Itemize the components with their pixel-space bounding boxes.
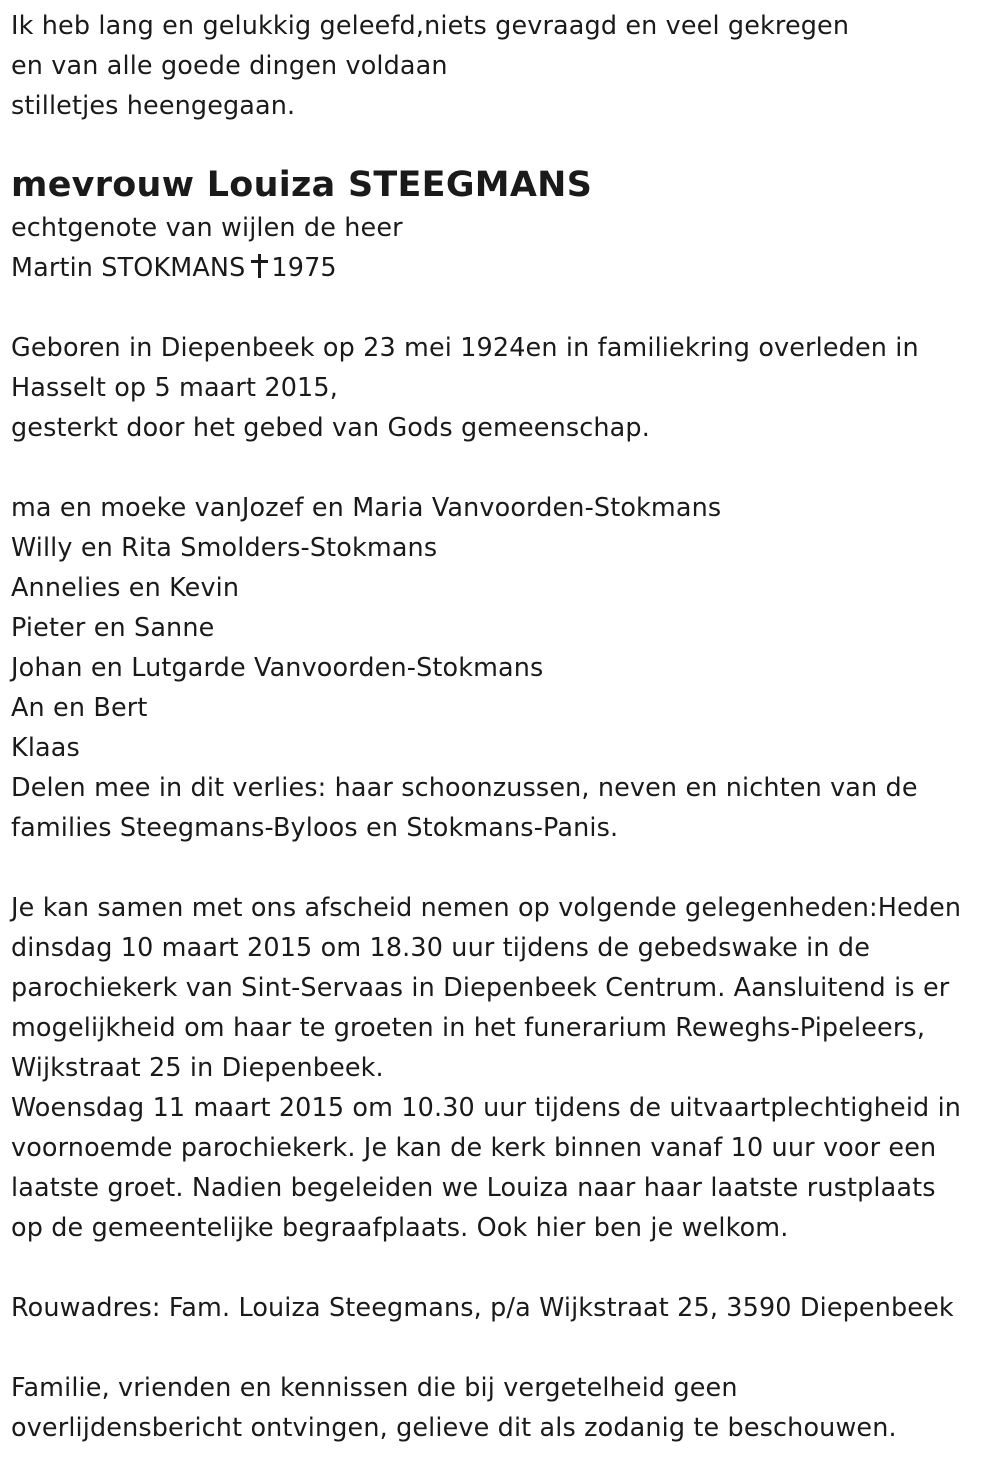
farewell-line: mogelijkheid om haar te groeten in het funerarium Reweghs-Pipeleers, bbox=[11, 1013, 926, 1043]
farewell-line: Wijkstraat 25 in Diepenbeek. bbox=[11, 1053, 384, 1083]
closing-line: Familie, vrienden en kennissen die bij vergetelheid geen bbox=[11, 1373, 738, 1403]
birth-death-block bbox=[11, 328, 991, 448]
farewell-block bbox=[11, 888, 991, 1248]
address-block bbox=[11, 1288, 991, 1328]
farewell-line: op de gemeentelijke begraafplaats. Ook hier ben je welkom. bbox=[11, 1213, 789, 1243]
spouse-death-year: 1975 bbox=[271, 253, 337, 283]
poem-block bbox=[11, 6, 991, 126]
spouse-name: Martin STOKMANS bbox=[11, 253, 246, 283]
latin-cross-icon bbox=[251, 254, 267, 278]
farewell-line: parochiekerk van Sint-Servaas in Diepenbeek Centrum. Aansluitend is er bbox=[11, 973, 950, 1003]
poem-line: en van alle goede dingen voldaan bbox=[11, 51, 448, 81]
birth-death-line: Geboren in Diepenbeek op 23 mei 1924en in familiekring overleden in bbox=[11, 333, 919, 363]
deceased-relation: echtgenote van wijlen de heer bbox=[11, 213, 403, 243]
family-line: Delen mee in dit verlies: haar schoonzussen, neven en nichten van de bbox=[11, 773, 918, 803]
family-line: An en Bert bbox=[11, 693, 148, 723]
family-line: families Steegmans-Byloos en Stokmans-Panis. bbox=[11, 813, 619, 843]
poem-line: stilletjes heengegaan. bbox=[11, 91, 296, 121]
farewell-line: dinsdag 10 maart 2015 om 18.30 uur tijdens de gebedswake in de bbox=[11, 933, 870, 963]
poem-line: Ik heb lang en gelukkig geleefd,niets gevraagd en veel gekregen bbox=[11, 11, 850, 41]
family-line: Annelies en Kevin bbox=[11, 573, 240, 603]
family-line: Willy en Rita Smolders-Stokmans bbox=[11, 533, 438, 563]
family-line: Klaas bbox=[11, 733, 80, 763]
deceased-block bbox=[11, 162, 991, 288]
birth-death-line: gesterkt door het gebed van Gods gemeenschap. bbox=[11, 413, 650, 443]
obituary-notice bbox=[11, 6, 991, 1448]
family-line: Pieter en Sanne bbox=[11, 613, 215, 643]
closing-line: overlijdensbericht ontvingen, gelieve dit als zodanig te beschouwen. bbox=[11, 1413, 897, 1443]
family-line: ma en moeke vanJozef en Maria Vanvoorden-Stokmans bbox=[11, 493, 722, 523]
mourning-address: Rouwadres: Fam. Louiza Steegmans, p/a Wijkstraat 25, 3590 Diepenbeek bbox=[11, 1293, 954, 1323]
farewell-line: Woensdag 11 maart 2015 om 10.30 uur tijdens de uitvaartplechtigheid in bbox=[11, 1093, 962, 1123]
closing-block bbox=[11, 1368, 991, 1448]
farewell-line: voornoemde parochiekerk. Je kan de kerk binnen vanaf 10 uur voor een bbox=[11, 1133, 937, 1163]
family-line: Johan en Lutgarde Vanvoorden-Stokmans bbox=[11, 653, 544, 683]
farewell-line: laatste groet. Nadien begeleiden we Louiza naar haar laatste rustplaats bbox=[11, 1173, 936, 1203]
family-block bbox=[11, 488, 991, 848]
farewell-line: Je kan samen met ons afscheid nemen op volgende gelegenheden:Heden bbox=[11, 893, 962, 923]
deceased-name: mevrouw Louiza STEEGMANS bbox=[11, 165, 593, 205]
spouse-line bbox=[11, 248, 991, 288]
birth-death-line: Hasselt op 5 maart 2015, bbox=[11, 373, 338, 403]
